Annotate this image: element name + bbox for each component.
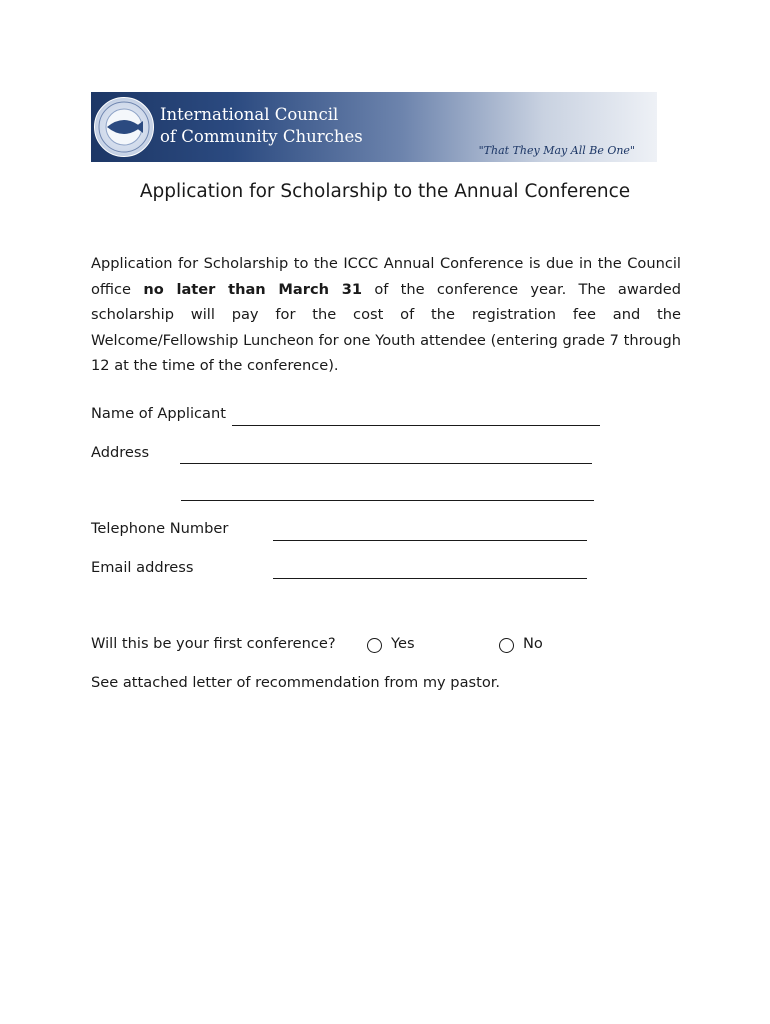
address-label: Address xyxy=(91,444,150,461)
org-motto: "That They May All Be One" xyxy=(478,144,635,157)
intro-text-1: Application for Scholarship to the ICCC Annual Conference is due in the Council office xyxy=(91,255,681,298)
telephone-label: Telephone Number xyxy=(91,520,229,537)
org-name-line-2: of Community Churches xyxy=(160,127,363,146)
first-conference-question: Will this be your first conference? xyxy=(91,635,336,652)
yes-radio-button[interactable] xyxy=(367,638,382,653)
recommendation-note: See attached letter of recommendation from my pastor. xyxy=(91,674,501,691)
name-field[interactable] xyxy=(232,425,600,426)
name-label: Name of Applicant xyxy=(91,405,226,422)
address-field-line-2[interactable] xyxy=(181,500,594,501)
email-label: Email address xyxy=(91,559,194,576)
email-field[interactable] xyxy=(273,578,587,579)
document-title: Application for Scholarship to the Annual Conference xyxy=(139,181,631,202)
intro-deadline: no later than March 31 xyxy=(143,280,363,298)
header-banner xyxy=(91,92,657,162)
intro-text-2: of the conference year. The awarded scholarship will pay for the cost of the registration fee and the Welcome/Fellowship Luncheon for one Youth attendee (entering grade 7 through 12 at the time of the conference). xyxy=(91,280,681,374)
address-field-line-1[interactable] xyxy=(180,463,592,464)
telephone-field[interactable] xyxy=(273,540,587,541)
org-name-line-1: International Council xyxy=(160,105,339,124)
council-seal-icon xyxy=(94,97,154,157)
no-option-label: No xyxy=(523,635,543,652)
yes-option-label: Yes xyxy=(391,635,415,652)
intro-paragraph xyxy=(91,251,681,379)
no-radio-button[interactable] xyxy=(499,638,514,653)
